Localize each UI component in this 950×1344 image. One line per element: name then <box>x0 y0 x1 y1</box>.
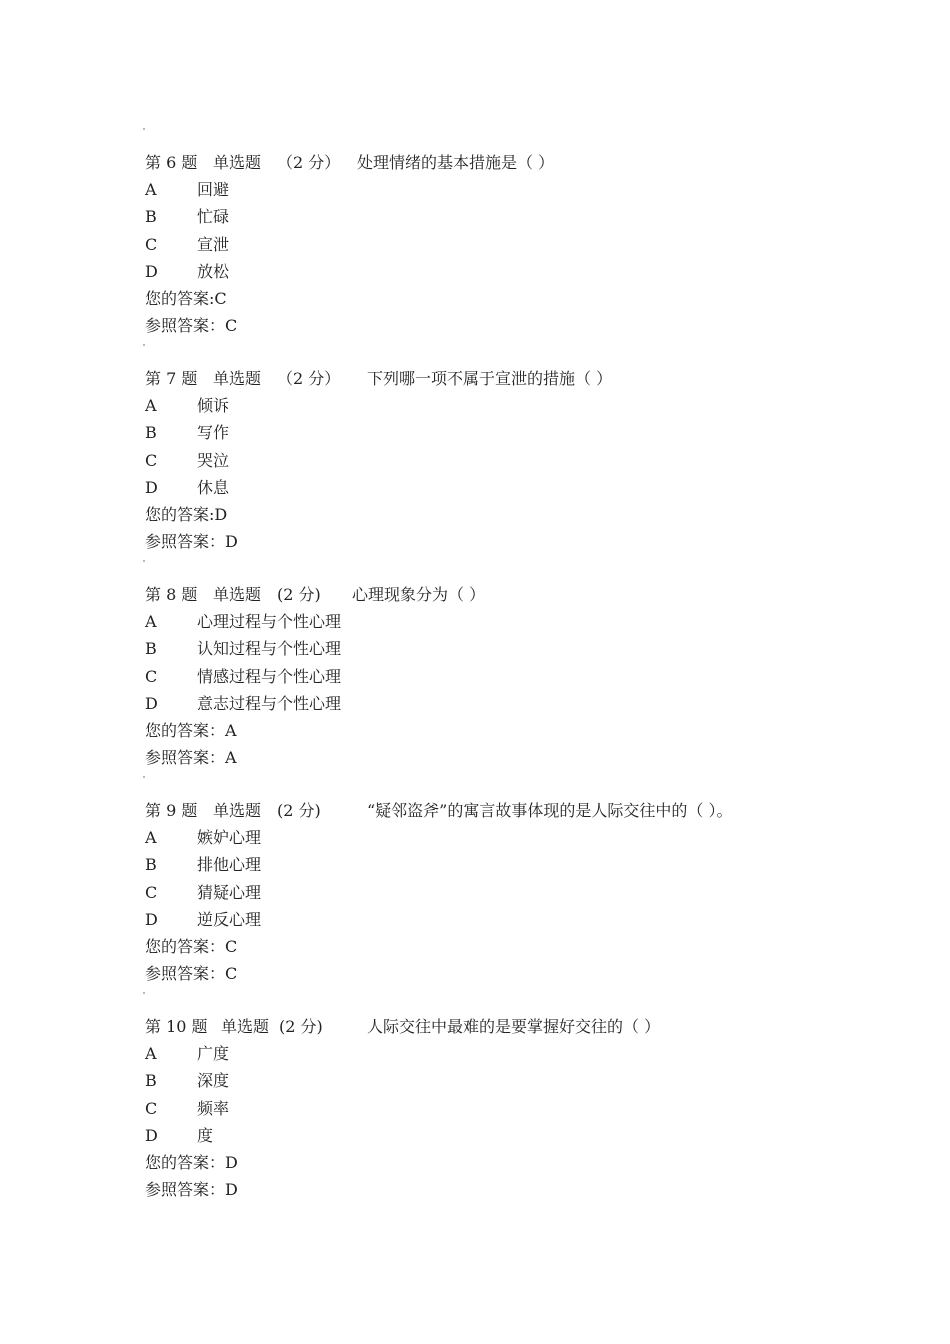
option-text: 认知过程与个性心理 <box>197 639 342 659</box>
question-score: (2 分) <box>279 1017 323 1036</box>
question-9 <box>145 797 905 987</box>
question-number: 第 7 题 <box>145 369 198 388</box>
option-letter: D <box>145 1125 158 1145</box>
question-10 <box>145 1013 905 1203</box>
option-text: 写作 <box>197 423 230 443</box>
your-answer: 您的答案：A <box>145 720 237 740</box>
question-number: 第 9 题 <box>145 801 198 820</box>
separator-mark <box>143 560 145 562</box>
option-text: 倾诉 <box>197 396 230 416</box>
option-letter: C <box>145 666 158 686</box>
option-a <box>145 176 905 203</box>
separator-mark <box>143 344 145 346</box>
option-letter: B <box>145 423 157 443</box>
option-b <box>145 635 905 662</box>
question-header <box>145 149 905 176</box>
option-letter: C <box>145 234 158 254</box>
option-text: 逆反心理 <box>197 909 262 929</box>
question-number: 第 8 题 <box>145 585 198 604</box>
option-d <box>145 474 905 501</box>
option-letter: D <box>145 477 158 497</box>
question-text: 下列哪一项不属于宣泄的措施（ ） <box>367 369 613 388</box>
question-text: 心理现象分为（ ） <box>352 585 486 604</box>
option-text: 宣泄 <box>197 234 230 254</box>
your-answer: 您的答案：C <box>145 936 238 956</box>
option-d <box>145 906 905 933</box>
option-a <box>145 608 905 635</box>
question-type: 单选题 <box>213 585 262 604</box>
reference-answer: 参照答案：C <box>145 316 238 336</box>
question-score: (2 分) <box>277 801 321 820</box>
question-score: （2 分） <box>277 153 341 172</box>
option-d <box>145 690 905 717</box>
reference-answer: 参照答案：C <box>145 964 238 984</box>
option-text: 休息 <box>197 477 230 497</box>
option-a <box>145 824 905 851</box>
option-b <box>145 419 905 446</box>
your-answer: 您的答案：D <box>145 1152 238 1172</box>
question-text: “疑邻盗斧”的寓言故事体现的是人际交往中的（ ）。 <box>367 801 733 820</box>
option-text: 深度 <box>197 1071 230 1091</box>
option-c <box>145 231 905 258</box>
your-answer: 您的答案:C <box>145 288 227 308</box>
option-b <box>145 203 905 230</box>
option-text: 放松 <box>197 261 230 281</box>
option-letter: A <box>145 828 157 848</box>
reference-answer: 参照答案：A <box>145 748 237 768</box>
question-7 <box>145 365 905 555</box>
your-answer: 您的答案:D <box>145 504 228 524</box>
option-letter: A <box>145 180 157 200</box>
option-text: 忙碌 <box>197 207 230 227</box>
option-letter: B <box>145 1071 157 1091</box>
question-type: 单选题 <box>213 369 262 388</box>
question-type: 单选题 <box>221 1017 270 1036</box>
option-letter: A <box>145 1044 157 1064</box>
question-score: (2 分) <box>277 585 321 604</box>
option-text: 嫉妒心理 <box>197 828 262 848</box>
option-text: 猜疑心理 <box>197 882 262 902</box>
option-d <box>145 1122 905 1149</box>
option-letter: B <box>145 207 157 227</box>
option-text: 意志过程与个性心理 <box>197 693 342 713</box>
reference-answer: 参照答案：D <box>145 532 238 552</box>
separator-mark <box>143 128 145 130</box>
option-text: 回避 <box>197 180 230 200</box>
option-text: 频率 <box>197 1098 230 1118</box>
option-a <box>145 1040 905 1067</box>
option-letter: C <box>145 882 158 902</box>
option-letter: A <box>145 612 157 632</box>
option-a <box>145 392 905 419</box>
option-c <box>145 879 905 906</box>
option-c <box>145 1095 905 1122</box>
separator-mark <box>143 776 145 778</box>
question-type: 单选题 <box>213 153 262 172</box>
option-text: 心理过程与个性心理 <box>197 612 342 632</box>
question-8 <box>145 581 905 771</box>
option-letter: B <box>145 855 157 875</box>
option-b <box>145 1067 905 1094</box>
question-header <box>145 581 905 608</box>
question-text: 处理情绪的基本措施是（ ） <box>357 153 555 172</box>
option-letter: A <box>145 396 157 416</box>
question-header <box>145 1013 905 1040</box>
option-letter: D <box>145 909 158 929</box>
question-type: 单选题 <box>213 801 262 820</box>
option-letter: D <box>145 261 158 281</box>
option-b <box>145 851 905 878</box>
question-text: 人际交往中最难的是要掌握好交往的（ ） <box>367 1017 661 1036</box>
option-text: 哭泣 <box>197 450 230 470</box>
question-6 <box>145 149 905 339</box>
question-score: （2 分） <box>277 369 341 388</box>
reference-answer: 参照答案：D <box>145 1180 238 1200</box>
question-header <box>145 365 905 392</box>
option-text: 度 <box>197 1125 214 1145</box>
question-header <box>145 797 905 824</box>
option-text: 情感过程与个性心理 <box>197 666 342 686</box>
option-letter: C <box>145 1098 158 1118</box>
option-c <box>145 447 905 474</box>
option-letter: D <box>145 693 158 713</box>
separator-mark <box>143 992 145 994</box>
option-c <box>145 663 905 690</box>
option-letter: B <box>145 639 157 659</box>
question-number: 第 6 题 <box>145 153 198 172</box>
option-text: 广度 <box>197 1044 230 1064</box>
question-number: 第 10 题 <box>145 1017 208 1036</box>
option-letter: C <box>145 450 158 470</box>
option-d <box>145 258 905 285</box>
option-text: 排他心理 <box>197 855 262 875</box>
